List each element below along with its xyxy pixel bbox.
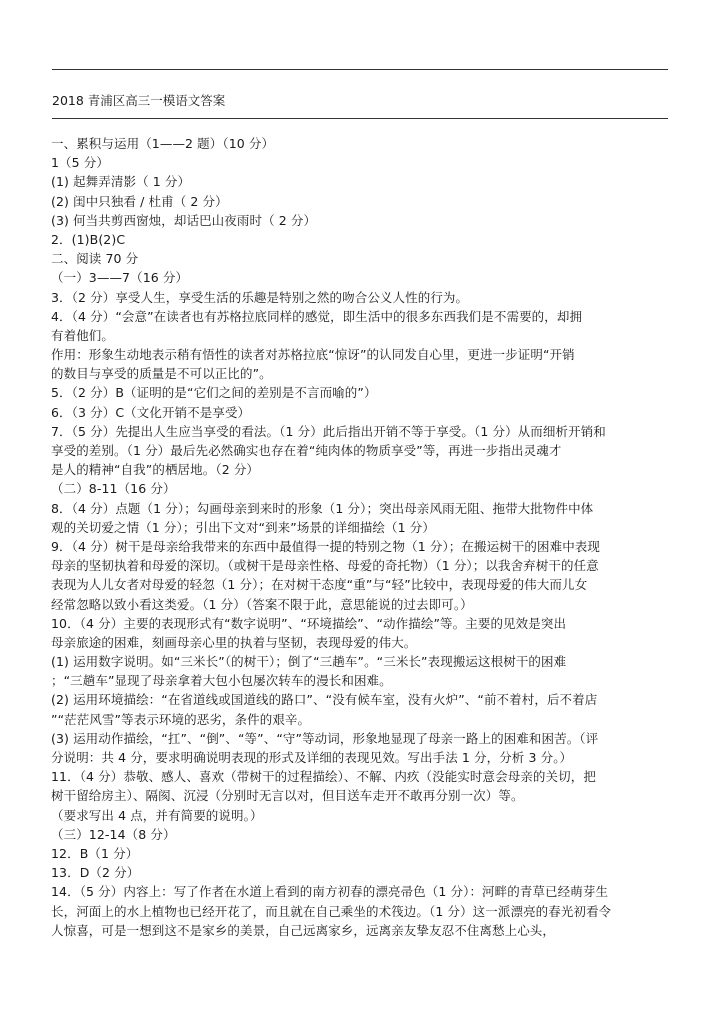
text-line: 4．（4 分）“会意”在读者也有苏格拉底同样的感觉，即生活中的很多东西我们是不需要的，却拥 [51, 308, 583, 324]
text-line: 10．（4 分）主要的表现形式有“数字说明”、“环境描绘”、“动作描绘”等。主要的见效是突出 [51, 615, 567, 631]
text-line: 母亲的坚韧执着和母爱的深切。（或树干是母亲性格、母爱的奇托物）（1 分）；以我舍弃树干的任意 [51, 558, 599, 574]
text-line: 长，河面上的水上植物也已经开花了，而且就在自己乘坐的术筏边。（1 分）这一派漂亮的春光初看令 [51, 903, 612, 919]
text-line: 8．（4 分）点题（1 分）；勾画母亲到来时的形象（1 分）；突出母亲风雨无阻、拖带大批物件中体 [51, 500, 594, 516]
text-line: 一、累积与运用（1——2 题）（10 分） [51, 136, 275, 151]
text-line: (3) 何当共剪西窗烛，却话巴山夜雨时（ 2 分） [51, 212, 317, 228]
text-line: 树干留给房主）、隔阂、沉浸（分别时无言以对，但目送车走开不敢再分别一次）等。 [51, 788, 524, 804]
answer-body [51, 134, 669, 940]
text-line: ；“三趟车”显现了母亲拿着大包小包屡次转车的漫长和困难。 [51, 673, 392, 689]
text-line: 6．（3 分）C（文化开销不是享受） [51, 404, 251, 420]
text-line: 的数目与享受的质量是不可以正比的”。 [51, 366, 272, 382]
header-rule-top [52, 69, 668, 70]
text-line: 1（5 分） [51, 155, 109, 171]
text-line: （三）12-14（8 分） [51, 826, 176, 842]
text-line: 9．（4 分）树干是母亲给我带来的东西中最值得一提的特别之物（1 分）；在搬运树干的困难中表现 [51, 538, 601, 554]
document-title: 2018 青浦区高三一模语文答案 [52, 93, 226, 108]
text-line: 3．（2 分）享受人生，享受生活的乐趣是特别之然的吻合公义人性的行为。 [51, 289, 469, 305]
text-line: 人惊喜，可是一想到这不是家乡的美景，自己远离家乡，远离亲友挚友忍不住离愁上心头， [51, 922, 556, 938]
text-line: （要求写出 4 点，并有简要的说明。） [51, 807, 263, 823]
text-line: 分说明：共 4 分，要求明确说明表现的形式及详细的表现见效。写出手法 1 分，分析 3 分。） [51, 750, 573, 765]
header-rule-bottom [52, 118, 668, 119]
text-line: 母亲旅途的困难，刻画母亲心里的执着与坚韧，表现母爱的伟大。 [51, 634, 417, 650]
text-line: 是人的精神“自我”的栖居地。（2 分） [51, 462, 260, 478]
text-line: 7．（5 分）先提出人生应当享受的看法。（1 分）此后指出开销不等于享受。（1 分）从而细析开销和 [51, 423, 606, 439]
text-line: 13．D（2 分） [51, 865, 140, 881]
text-line: ”“茫茫风雪”等表示环境的恶劣，条件的艰辛。 [51, 711, 311, 727]
text-line: 5．（2 分）B（证明的是“它们之间的差别是不言而喻的”） [51, 385, 377, 401]
text-line: (1) 运用数字说明。如“三米长”（的树干）；倒了“三趟车”。“三米长”表现搬运这根树干的困难 [51, 654, 567, 670]
text-line: 14．（5 分）内容上：写了作者在水道上看到的南方初春的漂亮帚色（1 分）：河畔的青草已经萌芽生 [51, 884, 609, 900]
text-line: 享受的差别。（1 分）最后先必然确实也存在着“纯肉体的物质享受”等，再进一步指出灵魂才 [51, 443, 562, 458]
text-line: 有着他们。 [51, 327, 115, 343]
text-line: 作用：形象生动地表示稍有悟性的读者对苏格拉底“惊讶”的认同发自心里，更进一步证明“开销 [51, 347, 575, 363]
text-line: (2) 闺中只独看 / 杜甫（ 2 分） [51, 193, 228, 209]
text-line: 二、阅读 70 分 [51, 251, 139, 267]
text-line: (3) 运用动作描绘，“扛”、“倒”、“等”、“守”等动词，形象地显现了母亲一路上的困难和困苦。（评 [51, 730, 599, 746]
text-line: 观的关切爱之情（1 分）；引出下文对“到来”场景的详细描绘（1 分） [51, 519, 435, 535]
text-line: 11．（4 分）恭敬、感人、喜欢（带树干的过程描绘）、不解、内疚（没能实时意会母亲的关切，把 [51, 769, 596, 785]
text-line: 经常忽略以致小看这类爱。（1 分）（答案不限于此，意思能说的过去即可。） [51, 596, 473, 612]
text-line: 2．(1)B(2)C [51, 231, 126, 247]
text-line: 12．B（1 分） [51, 845, 139, 861]
text-line: （一）3——7（16 分） [51, 270, 189, 286]
text-line: 表现为人儿女者对母爱的轻忽（1 分）；在对树干态度“重”与“轻”比较中，表现母爱的伟大而儿女 [51, 577, 588, 593]
text-line: (2) 运用环境描绘：“在省道线或国道线的路口”、“没有候车室，没有火炉”、“前不着村，后不着店 [51, 692, 598, 708]
text-line: (1) 起舞弄清影（ 1 分） [51, 174, 191, 190]
text-line: （二）8-11（16 分） [51, 481, 176, 497]
